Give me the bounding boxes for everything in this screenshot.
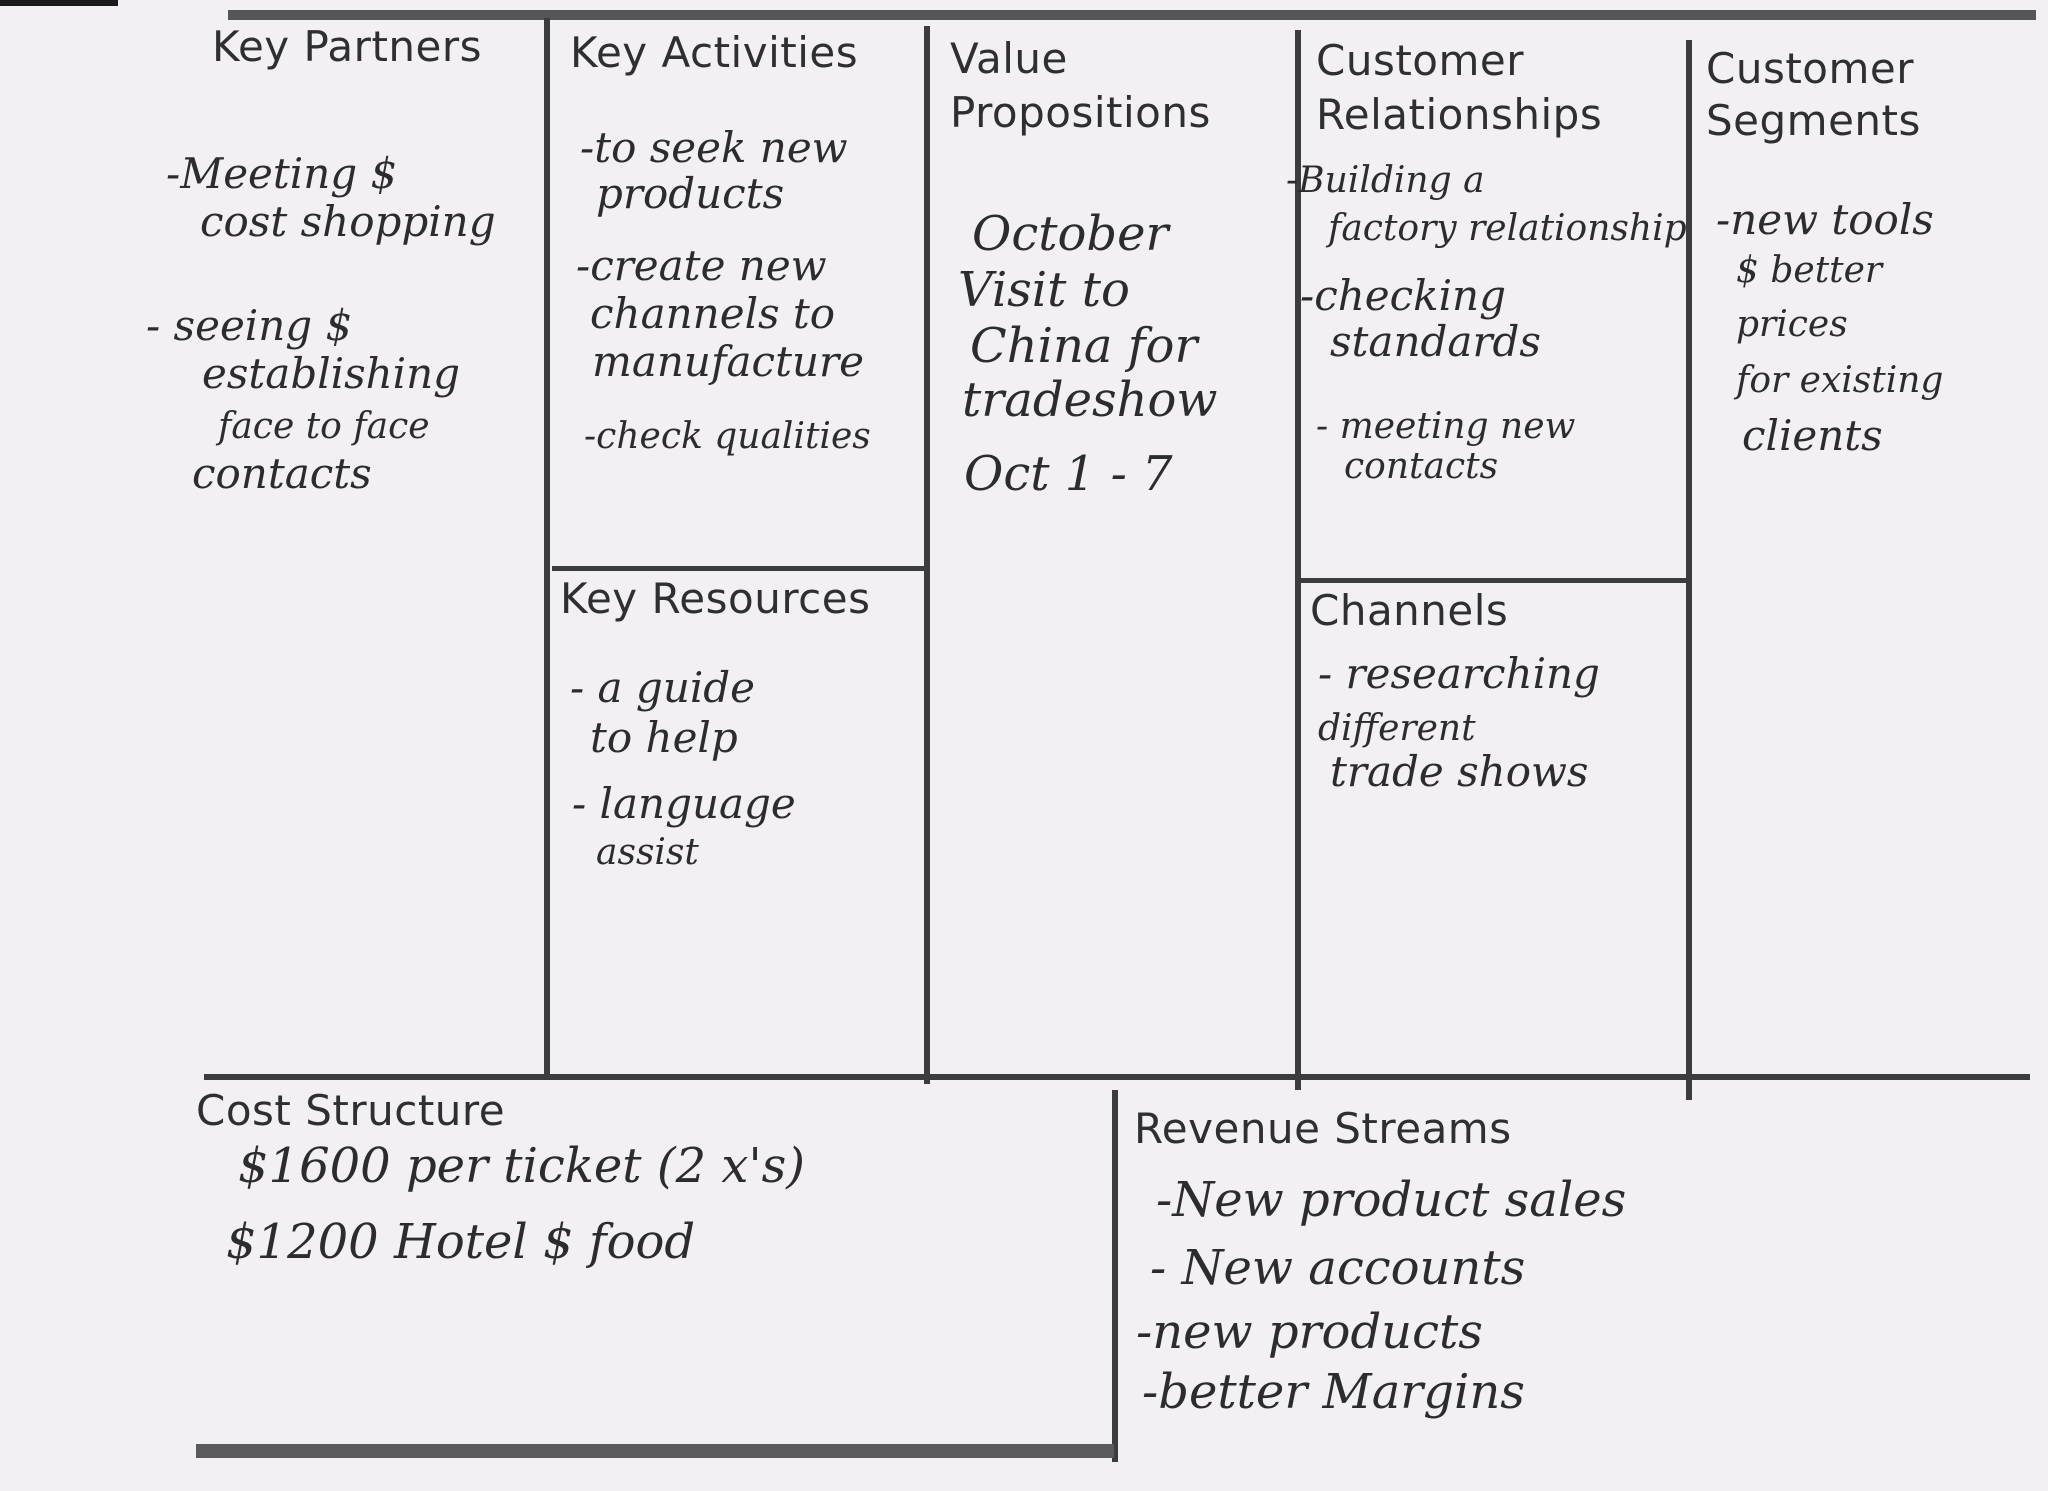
value-propositions-note: Visit to xyxy=(958,262,1130,318)
key-resources-note: assist xyxy=(596,832,699,873)
customer-segments-note: prices xyxy=(1736,304,1848,345)
divider-activities-resources xyxy=(552,566,928,571)
customer-relationships-title-line1: Customer xyxy=(1316,36,1525,85)
key-partners-note: contacts xyxy=(192,449,372,498)
key-partners-note: -Meeting $ xyxy=(166,149,398,198)
key-activities-note: channels to xyxy=(590,289,836,338)
key-partners-note: cost shopping xyxy=(200,197,496,246)
cost-structure-note: $1600 per ticket (2 x's) xyxy=(238,1138,805,1194)
value-propositions-note: October xyxy=(972,206,1169,262)
value-propositions-note: Oct 1 - 7 xyxy=(964,446,1173,502)
revenue-streams-note: - New accounts xyxy=(1150,1240,1526,1296)
key-resources-note: to help xyxy=(590,713,738,762)
customer-relationships-note: standards xyxy=(1330,317,1541,366)
key-resources-title: Key Resources xyxy=(560,574,871,623)
divider-top-bottom xyxy=(204,1074,2030,1080)
customer-relationships-note: -Building a xyxy=(1286,160,1485,201)
cost-structure-note: $1200 Hotel $ food xyxy=(226,1214,696,1270)
key-partners-note: face to face xyxy=(218,406,430,447)
customer-relationships-title-line2: Relationships xyxy=(1316,90,1603,139)
key-activities-title: Key Activities xyxy=(570,28,859,77)
customer-relationships-note: factory relationship xyxy=(1328,208,1687,249)
revenue-streams-note: -New product sales xyxy=(1156,1172,1627,1228)
key-activities-note: manufacture xyxy=(592,337,864,386)
customer-segments-note: clients xyxy=(1742,411,1883,460)
customer-segments-note: $ better xyxy=(1736,250,1883,291)
key-partners-note: establishing xyxy=(202,349,461,398)
value-propositions-section xyxy=(930,26,1294,1072)
customer-segments-note: -new tools xyxy=(1716,195,1934,244)
revenue-streams-section xyxy=(1120,1090,2030,1460)
key-activities-note: -to seek new xyxy=(580,123,848,172)
channels-note: - researching xyxy=(1318,649,1600,698)
value-propositions-note: tradeshow xyxy=(962,372,1218,428)
value-propositions-title-line2: Propositions xyxy=(950,88,1211,137)
key-activities-note: -create new xyxy=(576,241,827,290)
channels-section xyxy=(1300,584,1686,1074)
key-activities-section xyxy=(550,20,924,566)
customer-segments-note: for existing xyxy=(1736,360,1944,401)
customer-segments-title-line2: Segments xyxy=(1706,96,1921,145)
bottom-border xyxy=(196,1444,1114,1458)
revenue-streams-note: -better Margins xyxy=(1142,1364,1525,1420)
key-activities-note: -check qualities xyxy=(584,416,871,457)
customer-relationships-note: - meeting new xyxy=(1316,406,1576,447)
cost-structure-title: Cost Structure xyxy=(196,1086,506,1135)
revenue-streams-title: Revenue Streams xyxy=(1134,1104,1512,1153)
customer-segments-section xyxy=(1692,42,2032,1072)
channels-note: trade shows xyxy=(1330,747,1589,796)
key-activities-note: products xyxy=(596,169,785,218)
key-resources-section xyxy=(550,572,924,1072)
customer-segments-title-line1: Customer xyxy=(1706,44,1915,93)
key-resources-note: - language xyxy=(572,779,796,828)
customer-relationships-section xyxy=(1286,32,1687,578)
channels-title: Channels xyxy=(1310,586,1509,635)
key-partners-note: - seeing $ xyxy=(146,301,353,350)
channels-note: different xyxy=(1318,708,1476,749)
key-partners-title: Key Partners xyxy=(212,22,483,71)
customer-relationships-note: contacts xyxy=(1344,446,1499,487)
key-resources-note: - a guide xyxy=(570,663,756,712)
value-propositions-title-line1: Value xyxy=(950,34,1068,83)
cost-structure-section xyxy=(190,1084,1110,1444)
scan-edge-mark xyxy=(0,0,118,6)
customer-relationships-note: -checking xyxy=(1300,271,1506,320)
revenue-streams-note: -new products xyxy=(1136,1304,1483,1360)
divider-cost-revenue xyxy=(1112,1090,1118,1462)
value-propositions-note: China for xyxy=(970,318,1198,374)
key-partners-section xyxy=(140,18,540,1068)
divider-relationships-channels xyxy=(1301,578,1688,583)
